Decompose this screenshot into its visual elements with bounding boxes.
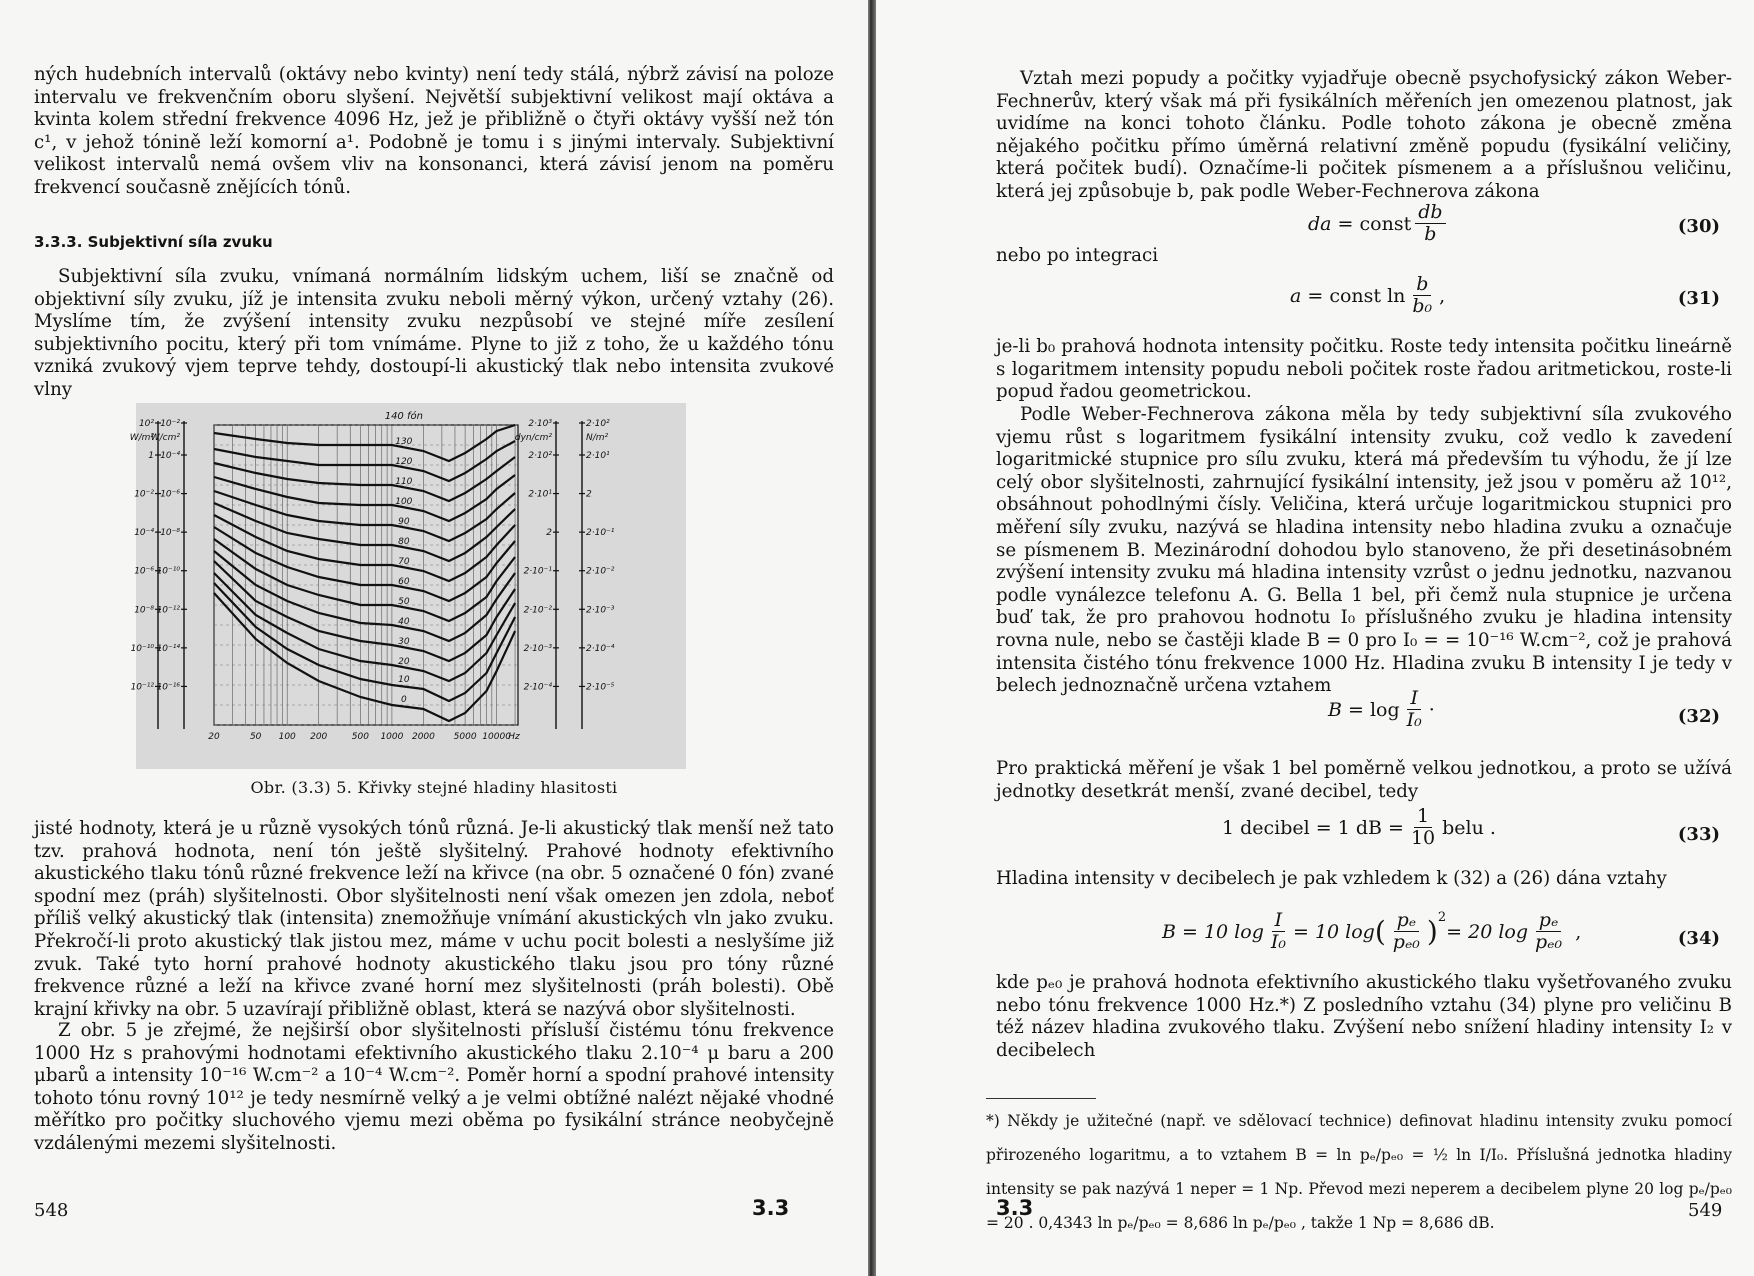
curve-label-70: 70 [398, 557, 410, 567]
right-axis-dyncm2-label: 2·10² [528, 451, 552, 461]
right-axis-nm2-label: N/m² [586, 433, 609, 443]
curve-label-40: 40 [398, 617, 410, 627]
left-paragraph-3: jisté hodnoty, která je u různě vysokých tónů různá. Je-li akustický tlak menší než tato tzv. prahová hodnota, není tón ještě slyšitelný. Prahové hodnoty efektivního akustického tlaku tónů různé frekvence leží na křivce (na obr. 5 označené 0 fón) zvané spodní mez (práh) slyšitelnosti. Obor slyšitelnosti není však omezen jen zdola, neboť příliš velký akustický tlak (intensita) znemožňuje vnímání akustických vln jako zvuku. Překročí-li proto akustický tlak jistou mez, máme v uchu pocit bolesti a neslyšíme již zvuk. Také tyto horní prahové hodnoty akustického tlaku jsou pro tóny různé frekvence různé a leží na křivce zvané horní mez slyšitelnosti (práh bolesti). Obě krajní křivky na obr. 5 uzavírají přibližně oblast, která se nazývá obor slyšitelnosti. [34, 818, 834, 1020]
top-curve-label: 140 fón [384, 411, 423, 422]
right-axis-nm2-label: 2·10¹ [586, 451, 610, 461]
section-number-left: 3.3 [752, 1196, 790, 1220]
curve-label-30: 30 [398, 637, 410, 647]
right-paragraph-6: kde pₑ₀ je prahová hodnota efektivního akustického tlaku vyšetřovaného zvuku nebo tónu frekvence 1000 Hz.*) Z posledního vztahu (34) plyne pro veličinu B též název hladina zvukového tlaku. Zvýšení nebo snížení hladiny intensity I₂ v decibelech [996, 972, 1732, 1061]
equal-loudness-chart [129, 403, 686, 769]
right-axis-dyncm2-label: 2·10⁻³ [523, 643, 552, 654]
section-heading: 3.3.3. Subjektivní síla zvuku [34, 233, 273, 251]
left-axis-wcm2-label: 10⁻² [160, 419, 180, 429]
equation-32: B = log $\frac{I}{\text{I₀}}$ · [1328, 687, 1435, 731]
x-tick-label: 100 [278, 732, 296, 742]
equation-32-label: (32) [1677, 706, 1720, 727]
left-axis-wm2-label: 10⁻⁶ [134, 566, 154, 577]
left-axis-wcm2-label: 10⁻⁶ [160, 489, 180, 500]
left-axis-wcm2-label: 10⁻⁴ [160, 451, 180, 461]
right-axis-nm2-label: 2·10⁻¹ [586, 528, 615, 539]
curve-label-90: 90 [398, 517, 410, 527]
left-axis-wm2-label: 10⁻¹⁰ [130, 643, 154, 654]
x-tick-label: 500 [351, 732, 369, 742]
right-axis-dyncm2-label: 2·10³ [528, 419, 552, 429]
left-axis-wcm2-label: 10⁻¹⁴ [156, 643, 180, 654]
left-axis-wcm2-label: 10⁻¹⁰ [156, 566, 180, 577]
page-number-left: 548 [34, 1200, 69, 1221]
left-axis-wm2-label: 10⁻¹² [130, 682, 154, 693]
right-axis-dyncm2-label: 2·10⁻² [523, 605, 552, 616]
right-axis-dyncm2-label: dyn/cm² [514, 433, 552, 443]
left-axis-wm2-label: 10⁻⁴ [134, 528, 154, 539]
left-paragraph-4: Z obr. 5 je zřejmé, že nejširší obor slyšitelnosti přísluší čistému tónu frekvence 1000 Hz s prahovými hodnotami efektivního akustického tlaku 2.10⁻⁴ μ baru a 200 μbarů a intensity 10⁻¹⁶ W.cm⁻² a 10⁻⁴ W.cm⁻². Poměr horní a spodní prahové intensity tohoto tónu rovný 10¹² je tedy nesmírně velký a je velmi obtížné nalézt nějaké vhodné měřítko pro počitky sluchového vjemu mezi oběma po fysikální stránce neobyčejně vzdálenými mezemi slyšitelnosti. [34, 1020, 834, 1154]
equation-31: a = const ln $\frac{b}{\text{b₀}}$ , [1290, 273, 1446, 317]
page-number-right: 549 [1688, 1200, 1723, 1221]
x-tick-label: 5000 [453, 732, 477, 742]
equation-34-label: (34) [1677, 928, 1720, 949]
curve-label-50: 50 [398, 597, 410, 607]
curve-label-80: 80 [398, 537, 410, 547]
equal-loudness-figure [129, 403, 686, 769]
right-paragraph-1: Vztah mezi popudy a počitky vyjadřuje obecně psychofysický zákon Weber-Fechnerův, který však má při fysikálních měřeních jen omezenou platnost, jak uvidíme na konci tohoto článku. Podle tohoto zákona je obecně změna nějakého počitku přímo úměrná relativní změně popudu (fysikální veličiny, která počitek budí). Označíme-li počitek písmenem a a příslušnou veličinu, která jej způsobuje b, pak podle Weber-Fechnerova zákona [996, 68, 1732, 202]
integration-note: nebo po integraci [996, 245, 1159, 266]
curve-label-110: 110 [395, 477, 413, 487]
right-axis-nm2-label: 2·10⁻³ [586, 605, 615, 616]
left-axis-wcm2-label: 10⁻¹⁶ [156, 682, 180, 693]
left-paragraph-1: ných hudebních intervalů (oktávy nebo kvinty) není tedy stálá, nýbrž závisí na poloze intervalu ve frekvenčním oboru slyšení. Největší subjektivní velikost mají oktáva a kvinta kolem střední frekvence 4096 Hz, jež je přibližně o čtyři oktávy vyšší než tón c¹, v jehož tónině leží komorní a¹. Podobně je tomu i s jinými intervaly. Subjektivní velikost intervalů nemá ovšem vliv na konsonanci, která závisí jenom na poměru frekvencí současně znějících tónů. [34, 64, 834, 198]
right-axis-nm2-label: 2 [586, 489, 592, 500]
left-axis-wm2-label: 1 [148, 451, 154, 461]
right-axis-dyncm2-label: 2 [546, 528, 552, 539]
left-axis-wm2-label: 10⁻² [134, 489, 154, 500]
left-axis-wcm2-label: 10⁻¹² [156, 605, 180, 616]
left-page [0, 0, 868, 1276]
figure-caption: Obr. (3.3) 5. Křivky stejné hladiny hlasitosti [250, 778, 618, 797]
right-axis-nm2-label: 2·10⁻⁵ [586, 682, 615, 693]
curve-label-20: 20 [398, 657, 410, 667]
right-paragraph-2: je-li b₀ prahová hodnota intensity počitku. Roste tedy intensita počitku lineárně s logaritmem intensity popudu neboli počitek roste řadou aritmetickou, roste-li popud řadou geometrickou. [996, 336, 1732, 403]
equation-30-label: (30) [1677, 216, 1720, 237]
footnote: *) Někdy je užitečné (např. ve sdělovací technice) definovat hladinu intensity zvuku pomocí přirozeného logaritmu, a to vztahem B = ln pₑ/pₑ₀ = ½ ln I/I₀. Příslušná jednotka hladiny intensity se pak nazývá 1 neper = 1 Np. Převod mezi neperem a decibelem plyne 20 log pₑ/pₑ₀ = 20 . 0,4343 ln pₑ/pₑ₀ = 8,686 ln pₑ/pₑ₀ , takže 1 Np = 8,686 dB. [986, 1112, 1732, 1232]
right-axis-nm2-label: 2·10² [586, 419, 610, 429]
curve-label-100: 100 [395, 497, 413, 507]
equation-33: 1 decibel = 1 dB = $\frac{1}{10}$ belu . [1222, 805, 1496, 849]
right-axis-dyncm2-label: 2·10¹ [528, 489, 552, 500]
right-axis-nm2-label: 2·10⁻⁴ [586, 643, 615, 654]
left-axis-wm2-label: 10⁻⁸ [134, 605, 154, 616]
curve-label-0: 0 [400, 695, 407, 705]
equation-30: da = const $\frac{db}{b}$ [1308, 202, 1450, 245]
right-paragraph-3: Podle Weber-Fechnerova zákona měla by tedy subjektivní síla zvukového vjemu růst s logaritmem fysikální intensity zvuku, což vedlo k zavedení logaritmické stupnice pro sílu zvuku, která má především tu výhodu, že jí lze celý obor slyšitelnosti, zahrnující fysikální intensity, jež jsou v poměru až 10¹², obsáhnout pohodlnými čísly. Veličina, která určuje logaritmickou stupnici pro měření síly zvuku, nazývá se hladina intensity nebo hladina zvuku a označuje se písmenem B. Mezinárodní dohodou bylo stanoveno, že při desetinásobném zvýšení intensity zvuku má hladina intensity vzrůst o jednu jednotku, nazvanou podle vynálezce telefonu A. G. Bella 1 bel, při čemž nula stupnice je určena buď tak, že pro prahovou hodnotu I₀ příslušného zvuku je hladina intensity rovna nule, nebo se častěji klade B = 0 pro I₀ = = 10⁻¹⁶ W.cm⁻², což je prahová intensita čistého tónu frekvence 1000 Hz. Hladina zvuku B intensity I je tedy v belech jednoznačně určena vztahem [996, 404, 1732, 697]
curve-label-10: 10 [398, 675, 410, 685]
x-tick-label: 20 [208, 732, 220, 742]
left-axis-wcm2-label: 10⁻⁸ [160, 528, 180, 539]
left-axis-wm2-label: W/m² [129, 433, 154, 443]
right-axis-dyncm2-label: 2·10⁻¹ [523, 566, 552, 577]
curve-label-120: 120 [395, 457, 413, 467]
x-unit-label: Hz [508, 732, 520, 742]
x-tick-label: 2000 [411, 732, 435, 742]
left-paragraph-2: Subjektivní síla zvuku, vnímaná normálním lidským uchem, liší se značně od objektivní síly zvuku, jíž je intensita zvuku neboli měrný výkon, určený vztahy (26). Myslíme tím, že zvýšení intensity zvuku nezpůsobí ve stejné míře zesílení subjektivního pocitu, který při tom vnímáme. Plyne to již z toho, že u každého tónu vzniká zvukový vjem teprve tehdy, dostoupí-li akustický tlak nebo intensita zvukové vlny [34, 266, 834, 400]
x-tick-label: 200 [310, 732, 328, 742]
x-tick-label: 10000 [482, 732, 511, 742]
x-tick-label: 1000 [380, 732, 404, 742]
left-axis-wm2-label: 10² [138, 419, 154, 429]
section-number-right: 3.3 [996, 1196, 1034, 1220]
x-tick-label: 50 [249, 732, 262, 742]
curve-label-60: 60 [398, 577, 410, 587]
right-axis-nm2-label: 2·10⁻² [586, 566, 615, 577]
equation-34: B = 10 log $\frac{I}{\text{I₀}}$ = 10 log ( $\frac{\text{pₑ}}{\text{pₑ₀}}$ ) $^2$ = 20 log $\frac{\text{pₑ}}{\text{pₑ₀}}$ , [1162, 909, 1582, 953]
footnote-rule [986, 1098, 1096, 1099]
right-paragraph-5: Hladina intensity v decibelech je pak vzhledem k (32) a (26) dána vztahy [996, 868, 1667, 889]
left-axis-wcm2-label: W/cm² [150, 433, 180, 443]
equation-31-label: (31) [1677, 288, 1720, 309]
right-axis-dyncm2-label: 2·10⁻⁴ [523, 682, 552, 693]
right-paragraph-4: Pro praktická měření je však 1 bel poměrně velkou jednotkou, a proto se užívá jednotky desetkrát menší, zvané decibel, tedy [996, 758, 1732, 802]
curve-label-130: 130 [395, 437, 413, 447]
equation-33-label: (33) [1677, 824, 1720, 845]
